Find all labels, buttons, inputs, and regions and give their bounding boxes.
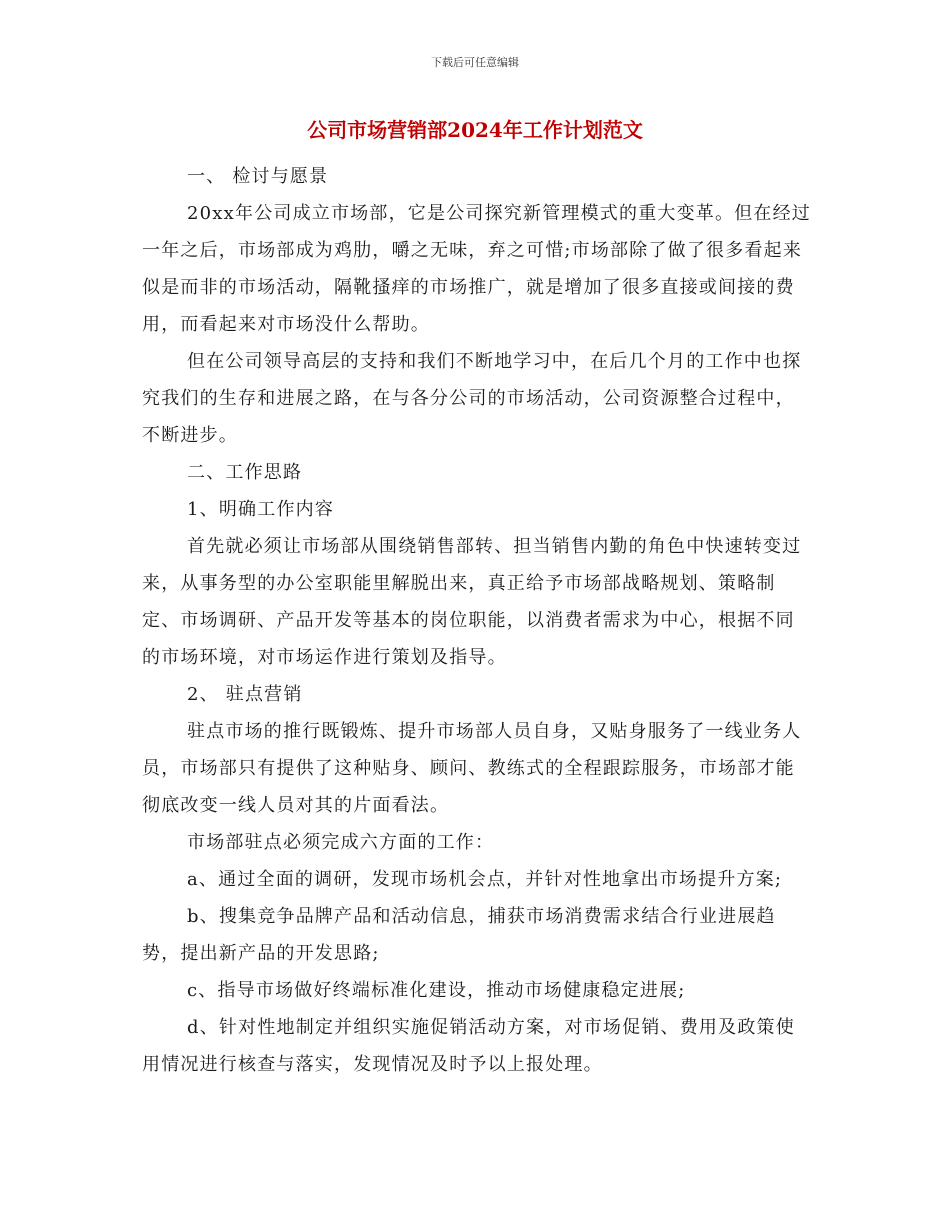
- subheading-clarify-work: 1、明确工作内容: [187, 499, 335, 520]
- list-item: d、针对性地制定并组织实施促销活动方案，对市场促销、费用及政策使用情况进行核查与落实，发现情况及时予以上报处理。: [142, 1017, 795, 1075]
- paragraph: 但在公司领导高层的支持和我们不断地学习中，在后几个月的工作中也探究我们的生存和进展之路，在与各分公司的市场活动，公司资源整合过程中，不断进步。: [142, 351, 802, 446]
- section-heading-review: 一、 检讨与愿景: [187, 166, 329, 187]
- paragraph: 驻点市场的推行既锻炼、提升市场部人员自身，又贴身服务了一线业务人员，市场部只有提供了这种贴身、顾问、教练式的全程跟踪服务，市场部才能彻底改变一线人员对其的片面看法。: [142, 721, 802, 816]
- section-heading-ideas: 二、工作思路: [187, 462, 303, 483]
- document-title: 公司市场营销部2024年工作计划范文: [307, 118, 643, 142]
- subheading-station-marketing: 2、 驻点营销: [187, 684, 303, 705]
- paragraph: 20xx年公司成立市场部，它是公司探究新管理模式的重大变革。但在经过一年之后，市场部成为鸡肋，嚼之无味，弃之可惜;市场部除了做了很多看起来似是而非的市场活动，隔靴搔痒的市场推广，就是增加了很多直接或间接的费用，而看起来对市场没什么帮助。: [142, 203, 812, 335]
- paragraph: 首先就必须让市场部从围绕销售部转、担当销售内勤的角色中快速转变过来，从事务型的办公室职能里解脱出来，真正给予市场部战略规划、策略制定、市场调研、产品开发等基本的岗位职能，以消费者需求为中心，根据不同的市场环境，对市场运作进行策划及指导。: [142, 536, 802, 668]
- document-body: [142, 158, 812, 1083]
- list-item: b、搜集竞争品牌产品和活动信息，捕获市场消费需求结合行业进展趋势，提出新产品的开发思路;: [142, 906, 776, 964]
- header-note: 下载后可任意编辑: [431, 56, 519, 69]
- paragraph: 市场部驻点必须完成六方面的工作：: [187, 832, 495, 853]
- list-item: c、指导市场做好终端标准化建设，推动市场健康稳定进展;: [187, 980, 686, 1001]
- list-item: a、通过全面的调研，发现市场机会点，并针对性地拿出市场提升方案;: [187, 869, 783, 890]
